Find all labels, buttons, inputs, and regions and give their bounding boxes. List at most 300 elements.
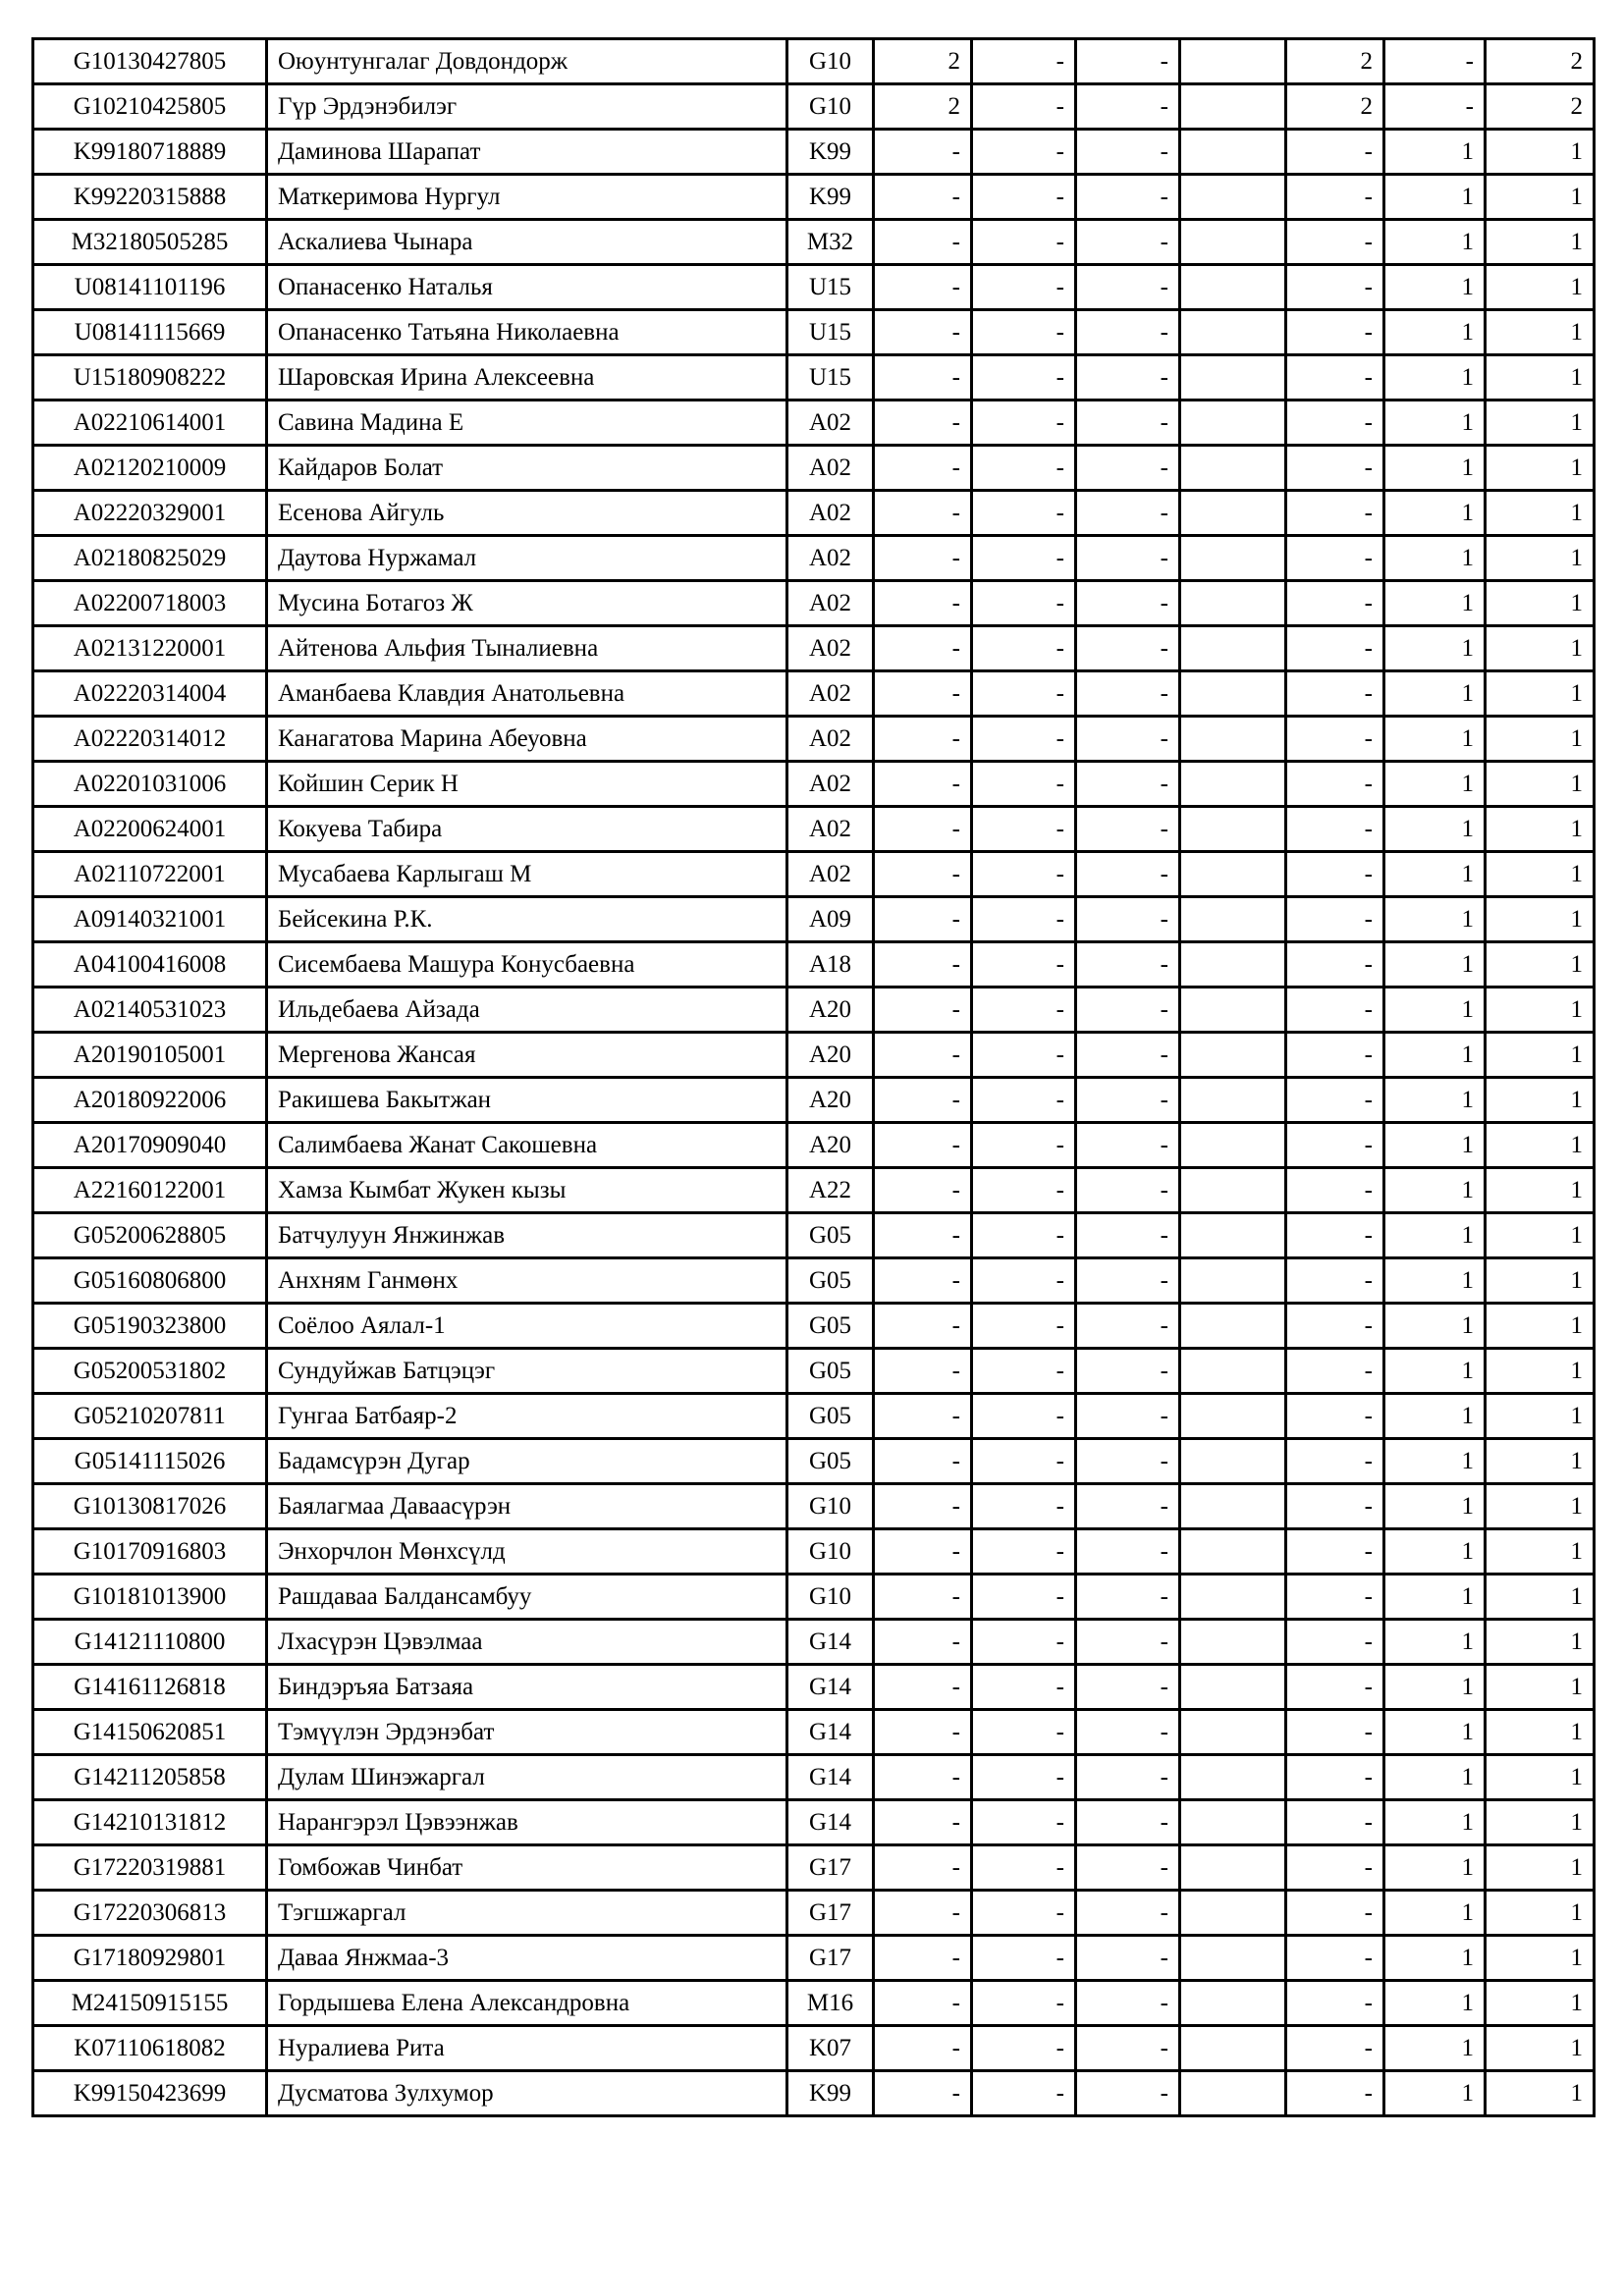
col1-cell: -	[874, 1529, 972, 1575]
id-cell: M24150915155	[33, 1981, 267, 2026]
id-cell: G17220319881	[33, 1845, 267, 1891]
col2-cell: -	[972, 1665, 1076, 1710]
id-cell: K99180718889	[33, 130, 267, 175]
col6-cell: -	[1384, 39, 1486, 84]
code-cell: G14	[787, 1755, 874, 1800]
id-cell: G10170916803	[33, 1529, 267, 1575]
col5-cell: -	[1286, 1845, 1384, 1891]
name-cell: Анхням Ганмөнх	[267, 1258, 787, 1304]
col1-cell: -	[874, 130, 972, 175]
name-cell: Ракишева Бакытжан	[267, 1078, 787, 1123]
col7-cell: 1	[1486, 1213, 1595, 1258]
code-cell: A02	[787, 852, 874, 897]
col1-cell: -	[874, 1755, 972, 1800]
name-cell: Шаровская Ирина Алексеевна	[267, 355, 787, 400]
col3-cell: -	[1076, 536, 1180, 581]
col5-cell: -	[1286, 400, 1384, 446]
col2-cell: -	[972, 942, 1076, 988]
code-cell: G05	[787, 1439, 874, 1484]
col5-cell: -	[1286, 1936, 1384, 1981]
col6-cell: 1	[1384, 220, 1486, 265]
col6-cell: 1	[1384, 807, 1486, 852]
col3-cell: -	[1076, 400, 1180, 446]
col2-cell: -	[972, 1394, 1076, 1439]
col2-cell: -	[972, 84, 1076, 130]
name-cell: Кайдаров Болат	[267, 446, 787, 491]
col5-cell: -	[1286, 1439, 1384, 1484]
col3-cell: -	[1076, 1845, 1180, 1891]
id-cell: G05190323800	[33, 1304, 267, 1349]
col7-cell: 1	[1486, 581, 1595, 626]
col1-cell: -	[874, 1936, 972, 1981]
id-cell: A04100416008	[33, 942, 267, 988]
code-cell: A09	[787, 897, 874, 942]
col1-cell: -	[874, 446, 972, 491]
id-cell: A02200718003	[33, 581, 267, 626]
col3-cell: -	[1076, 717, 1180, 762]
code-cell: U15	[787, 355, 874, 400]
name-cell: Сисембаева Машура Конусбаевна	[267, 942, 787, 988]
table-row	[33, 1394, 1595, 1439]
col3-cell: -	[1076, 1033, 1180, 1078]
id-cell: U08141115669	[33, 310, 267, 355]
col3-cell: -	[1076, 852, 1180, 897]
col2-cell: -	[972, 39, 1076, 84]
id-cell: A02110722001	[33, 852, 267, 897]
col1-cell: -	[874, 400, 972, 446]
col3-cell: -	[1076, 355, 1180, 400]
col4-cell	[1180, 130, 1286, 175]
table-row	[33, 1123, 1595, 1168]
col7-cell: 1	[1486, 1258, 1595, 1304]
col7-cell: 2	[1486, 84, 1595, 130]
col1-cell: 2	[874, 84, 972, 130]
name-cell: Лхасүрэн Цэвэлмаа	[267, 1620, 787, 1665]
col1-cell: -	[874, 265, 972, 310]
code-cell: G17	[787, 1891, 874, 1936]
code-cell: A02	[787, 581, 874, 626]
col4-cell	[1180, 671, 1286, 717]
col5-cell: -	[1286, 1800, 1384, 1845]
col7-cell: 1	[1486, 1078, 1595, 1123]
col6-cell: 1	[1384, 2026, 1486, 2071]
id-cell: U15180908222	[33, 355, 267, 400]
col3-cell: -	[1076, 626, 1180, 671]
col5-cell: -	[1286, 671, 1384, 717]
name-cell: Энхорчлон Мөнхсүлд	[267, 1529, 787, 1575]
code-cell: U15	[787, 265, 874, 310]
col6-cell: 1	[1384, 717, 1486, 762]
id-cell: A02220314012	[33, 717, 267, 762]
col2-cell: -	[972, 852, 1076, 897]
code-cell: A02	[787, 762, 874, 807]
table-row	[33, 265, 1595, 310]
col1-cell: -	[874, 536, 972, 581]
col3-cell: -	[1076, 1755, 1180, 1800]
col2-cell: -	[972, 1484, 1076, 1529]
table-row	[33, 762, 1595, 807]
id-cell: A20180922006	[33, 1078, 267, 1123]
col1-cell: -	[874, 1258, 972, 1304]
col5-cell: -	[1286, 1033, 1384, 1078]
code-cell: G05	[787, 1213, 874, 1258]
id-cell: A02131220001	[33, 626, 267, 671]
col3-cell: -	[1076, 581, 1180, 626]
col3-cell: -	[1076, 1665, 1180, 1710]
name-cell: Дусматова Зулхумор	[267, 2071, 787, 2116]
code-cell: A02	[787, 491, 874, 536]
col1-cell: -	[874, 1845, 972, 1891]
col4-cell	[1180, 1800, 1286, 1845]
col1-cell: -	[874, 1394, 972, 1439]
col7-cell: 1	[1486, 1710, 1595, 1755]
col5-cell: -	[1286, 852, 1384, 897]
col7-cell: 1	[1486, 310, 1595, 355]
col7-cell: 1	[1486, 942, 1595, 988]
table-row	[33, 310, 1595, 355]
table-row	[33, 1936, 1595, 1981]
table-row	[33, 942, 1595, 988]
col4-cell	[1180, 1439, 1286, 1484]
col7-cell: 1	[1486, 897, 1595, 942]
col4-cell	[1180, 1168, 1286, 1213]
name-cell: Тэгшжаргал	[267, 1891, 787, 1936]
col7-cell: 1	[1486, 1168, 1595, 1213]
col2-cell: -	[972, 1213, 1076, 1258]
col7-cell: 1	[1486, 852, 1595, 897]
table-row	[33, 581, 1595, 626]
table-row	[33, 1168, 1595, 1213]
col5-cell: -	[1286, 1891, 1384, 1936]
col2-cell: -	[972, 175, 1076, 220]
id-cell: G14121110800	[33, 1620, 267, 1665]
col7-cell: 1	[1486, 220, 1595, 265]
name-cell: Хамза Кымбат Жукен кызы	[267, 1168, 787, 1213]
col5-cell: -	[1286, 310, 1384, 355]
col3-cell: -	[1076, 1394, 1180, 1439]
col4-cell	[1180, 175, 1286, 220]
col3-cell: -	[1076, 220, 1180, 265]
col2-cell: -	[972, 265, 1076, 310]
col5-cell: 2	[1286, 39, 1384, 84]
code-cell: G14	[787, 1710, 874, 1755]
id-cell: G10210425805	[33, 84, 267, 130]
col1-cell: -	[874, 355, 972, 400]
name-cell: Сундуйжав Батцэцэг	[267, 1349, 787, 1394]
name-cell: Гунгаа Батбаяр-2	[267, 1394, 787, 1439]
col4-cell	[1180, 536, 1286, 581]
col4-cell	[1180, 84, 1286, 130]
id-cell: A09140321001	[33, 897, 267, 942]
col4-cell	[1180, 310, 1286, 355]
table-row	[33, 84, 1595, 130]
id-cell: G17220306813	[33, 1891, 267, 1936]
name-cell: Даминова Шарапат	[267, 130, 787, 175]
col1-cell: -	[874, 1981, 972, 2026]
col6-cell: 1	[1384, 1484, 1486, 1529]
code-cell: K99	[787, 175, 874, 220]
col2-cell: -	[972, 1620, 1076, 1665]
col1-cell: -	[874, 175, 972, 220]
name-cell: Тэмүүлэн Эрдэнэбат	[267, 1710, 787, 1755]
col3-cell: -	[1076, 1349, 1180, 1394]
code-cell: G10	[787, 1575, 874, 1620]
col4-cell	[1180, 265, 1286, 310]
col5-cell: -	[1286, 1575, 1384, 1620]
col4-cell	[1180, 2026, 1286, 2071]
col6-cell: 1	[1384, 1123, 1486, 1168]
col6-cell: 1	[1384, 1755, 1486, 1800]
col6-cell: 1	[1384, 355, 1486, 400]
col7-cell: 1	[1486, 2026, 1595, 2071]
col4-cell	[1180, 581, 1286, 626]
col2-cell: -	[972, 897, 1076, 942]
code-cell: G10	[787, 84, 874, 130]
col6-cell: 1	[1384, 175, 1486, 220]
col6-cell: 1	[1384, 1575, 1486, 1620]
col1-cell: -	[874, 807, 972, 852]
col3-cell: -	[1076, 1891, 1180, 1936]
col6-cell: 1	[1384, 1936, 1486, 1981]
table-body	[33, 39, 1595, 2116]
code-cell: G14	[787, 1800, 874, 1845]
col7-cell: 1	[1486, 265, 1595, 310]
table-row	[33, 1304, 1595, 1349]
id-cell: A02140531023	[33, 988, 267, 1033]
col4-cell	[1180, 988, 1286, 1033]
col3-cell: -	[1076, 446, 1180, 491]
table-row	[33, 1529, 1595, 1575]
name-cell: Бадамсүрэн Дугар	[267, 1439, 787, 1484]
col2-cell: -	[972, 807, 1076, 852]
col1-cell: -	[874, 671, 972, 717]
table-row	[33, 2026, 1595, 2071]
col2-cell: -	[972, 1800, 1076, 1845]
col1-cell: -	[874, 1213, 972, 1258]
name-cell: Койшин Серик Н	[267, 762, 787, 807]
code-cell: G17	[787, 1936, 874, 1981]
col3-cell: -	[1076, 1936, 1180, 1981]
col7-cell: 1	[1486, 1439, 1595, 1484]
col5-cell: -	[1286, 1304, 1384, 1349]
col7-cell: 1	[1486, 1620, 1595, 1665]
col5-cell: -	[1286, 265, 1384, 310]
col5-cell: -	[1286, 130, 1384, 175]
table-row	[33, 897, 1595, 942]
col4-cell	[1180, 2071, 1286, 2116]
col7-cell: 1	[1486, 1033, 1595, 1078]
code-cell: A02	[787, 446, 874, 491]
col2-cell: -	[972, 988, 1076, 1033]
col5-cell: -	[1286, 1710, 1384, 1755]
col5-cell: -	[1286, 626, 1384, 671]
col2-cell: -	[972, 446, 1076, 491]
col5-cell: -	[1286, 717, 1384, 762]
col3-cell: -	[1076, 1304, 1180, 1349]
col1-cell: -	[874, 2026, 972, 2071]
id-cell: G14150620851	[33, 1710, 267, 1755]
col4-cell	[1180, 446, 1286, 491]
col5-cell: -	[1286, 1529, 1384, 1575]
col7-cell: 1	[1486, 1891, 1595, 1936]
table-row	[33, 852, 1595, 897]
col1-cell: -	[874, 988, 972, 1033]
col4-cell	[1180, 807, 1286, 852]
col7-cell: 1	[1486, 175, 1595, 220]
col1-cell: -	[874, 310, 972, 355]
name-cell: Опанасенко Наталья	[267, 265, 787, 310]
col3-cell: -	[1076, 1710, 1180, 1755]
table-row	[33, 1710, 1595, 1755]
col6-cell: 1	[1384, 536, 1486, 581]
code-cell: K99	[787, 130, 874, 175]
col2-cell: -	[972, 581, 1076, 626]
col1-cell: -	[874, 1484, 972, 1529]
name-cell: Соёлоо Аялал-1	[267, 1304, 787, 1349]
id-cell: A02120210009	[33, 446, 267, 491]
col4-cell	[1180, 1529, 1286, 1575]
col7-cell: 1	[1486, 1304, 1595, 1349]
name-cell: Гордышева Елена Александровна	[267, 1981, 787, 2026]
table-row	[33, 1258, 1595, 1304]
id-cell: A02201031006	[33, 762, 267, 807]
col4-cell	[1180, 1213, 1286, 1258]
code-cell: A02	[787, 626, 874, 671]
col6-cell: 1	[1384, 310, 1486, 355]
col6-cell: 1	[1384, 1258, 1486, 1304]
col2-cell: -	[972, 355, 1076, 400]
col4-cell	[1180, 626, 1286, 671]
name-cell: Батчулуун Янжинжав	[267, 1213, 787, 1258]
col1-cell: -	[874, 1620, 972, 1665]
col2-cell: -	[972, 220, 1076, 265]
col2-cell: -	[972, 1755, 1076, 1800]
col6-cell: 1	[1384, 1891, 1486, 1936]
col1-cell: -	[874, 491, 972, 536]
name-cell: Мергенова Жансая	[267, 1033, 787, 1078]
col7-cell: 1	[1486, 1349, 1595, 1394]
col3-cell: -	[1076, 1078, 1180, 1123]
col7-cell: 1	[1486, 717, 1595, 762]
table-row	[33, 1439, 1595, 1484]
id-cell: G17180929801	[33, 1936, 267, 1981]
col5-cell: -	[1286, 220, 1384, 265]
col7-cell: 1	[1486, 762, 1595, 807]
name-cell: Дулам Шинэжаргал	[267, 1755, 787, 1800]
col1-cell: 2	[874, 39, 972, 84]
name-cell: Даваа Янжмаа-3	[267, 1936, 787, 1981]
col1-cell: -	[874, 1168, 972, 1213]
name-cell: Биндэръяа Батзаяа	[267, 1665, 787, 1710]
col1-cell: -	[874, 1891, 972, 1936]
col7-cell: 1	[1486, 1936, 1595, 1981]
code-cell: A20	[787, 988, 874, 1033]
col7-cell: 1	[1486, 446, 1595, 491]
code-cell: A20	[787, 1123, 874, 1168]
col2-cell: -	[972, 536, 1076, 581]
name-cell: Гүр Эрдэнэбилэг	[267, 84, 787, 130]
col1-cell: -	[874, 581, 972, 626]
col4-cell	[1180, 1033, 1286, 1078]
table-row	[33, 807, 1595, 852]
col4-cell	[1180, 355, 1286, 400]
col2-cell: -	[972, 1575, 1076, 1620]
col7-cell: 1	[1486, 671, 1595, 717]
code-cell: G14	[787, 1620, 874, 1665]
name-cell: Кокуева Табира	[267, 807, 787, 852]
col6-cell: 1	[1384, 1168, 1486, 1213]
col1-cell: -	[874, 2071, 972, 2116]
col7-cell: 1	[1486, 1665, 1595, 1710]
col6-cell: 1	[1384, 1665, 1486, 1710]
col2-cell: -	[972, 717, 1076, 762]
table-row	[33, 1575, 1595, 1620]
col5-cell: -	[1286, 762, 1384, 807]
col5-cell: -	[1286, 1168, 1384, 1213]
col4-cell	[1180, 1620, 1286, 1665]
col2-cell: -	[972, 1168, 1076, 1213]
col6-cell: 1	[1384, 1800, 1486, 1845]
col4-cell	[1180, 1891, 1286, 1936]
table-row	[33, 1665, 1595, 1710]
col2-cell: -	[972, 1123, 1076, 1168]
col4-cell	[1180, 717, 1286, 762]
col6-cell: 1	[1384, 1394, 1486, 1439]
table-row	[33, 1755, 1595, 1800]
col6-cell: 1	[1384, 762, 1486, 807]
col5-cell: -	[1286, 1258, 1384, 1304]
col5-cell: -	[1286, 491, 1384, 536]
col6-cell: 1	[1384, 1710, 1486, 1755]
col3-cell: -	[1076, 671, 1180, 717]
col5-cell: -	[1286, 897, 1384, 942]
col3-cell: -	[1076, 1484, 1180, 1529]
table-row	[33, 1981, 1595, 2026]
col3-cell: -	[1076, 1213, 1180, 1258]
col7-cell: 1	[1486, 988, 1595, 1033]
id-cell: G05160806800	[33, 1258, 267, 1304]
col6-cell: 1	[1384, 446, 1486, 491]
table-row	[33, 1484, 1595, 1529]
col6-cell: 1	[1384, 265, 1486, 310]
name-cell: Канагатова Марина Абеуовна	[267, 717, 787, 762]
col5-cell: -	[1286, 1123, 1384, 1168]
table-row	[33, 1845, 1595, 1891]
col4-cell	[1180, 400, 1286, 446]
code-cell: G05	[787, 1394, 874, 1439]
id-cell: M32180505285	[33, 220, 267, 265]
col6-cell: 1	[1384, 1620, 1486, 1665]
col7-cell: 1	[1486, 400, 1595, 446]
col1-cell: -	[874, 942, 972, 988]
col1-cell: -	[874, 717, 972, 762]
col1-cell: -	[874, 220, 972, 265]
id-cell: G05200628805	[33, 1213, 267, 1258]
code-cell: G05	[787, 1349, 874, 1394]
table-row	[33, 1349, 1595, 1394]
col7-cell: 1	[1486, 1529, 1595, 1575]
col2-cell: -	[972, 1529, 1076, 1575]
code-cell: G17	[787, 1845, 874, 1891]
col2-cell: -	[972, 130, 1076, 175]
col6-cell: 1	[1384, 1439, 1486, 1484]
id-cell: A02220314004	[33, 671, 267, 717]
id-cell: G05141115026	[33, 1439, 267, 1484]
col3-cell: -	[1076, 1981, 1180, 2026]
col4-cell	[1180, 1981, 1286, 2026]
col1-cell: -	[874, 1123, 972, 1168]
col5-cell: -	[1286, 942, 1384, 988]
